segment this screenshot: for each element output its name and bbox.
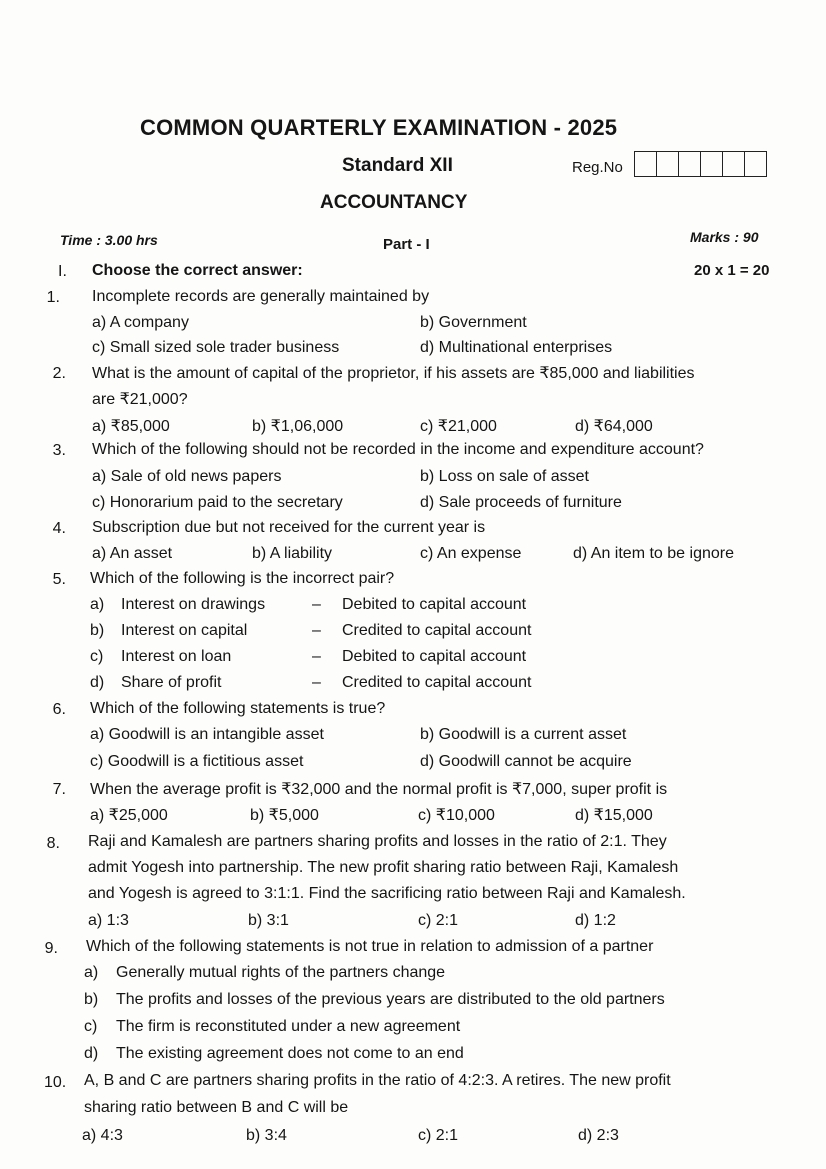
option-b[interactable]: b) Loss on sale of asset [420,468,589,485]
question-number: 9. [44,940,58,957]
option-b[interactable]: b) 3:1 [248,912,289,929]
question-text: Incomplete records are generally maintained by [92,288,430,305]
option-b[interactable]: b) ₹1,06,000 [252,418,344,435]
section-number: I. [58,263,67,280]
question-text-continued: and Yogesh is agreed to 3:1:1. Find the sacrificing ratio between Raji and Kamalesh. [88,885,686,902]
pair-right: Debited to capital account [342,596,527,613]
question-text-continued: admit Yogesh into partnership. The new profit sharing ratio between Raji, Kamalesh [88,859,679,876]
option-d[interactable]: d) 1:2 [575,912,616,929]
pair-right: Credited to capital account [342,622,532,639]
pair-dash: – [312,648,321,665]
option-b[interactable]: b) ₹5,000 [250,807,319,824]
question-number: 1. [46,289,60,306]
option-c[interactable]: c) 2:1 [418,912,459,929]
question-text-continued: sharing ratio between B and C will be [84,1099,349,1116]
pair-left: Share of profit [121,674,222,691]
pair-left: Interest on drawings [121,596,266,613]
reg-no-label: Reg.No [572,159,623,176]
question-number: 4. [52,520,66,537]
pair-dash: – [312,622,321,639]
question-text: Raji and Kamalesh are partners sharing profits and losses in the ratio of 2:1. They [88,833,667,850]
question-text: Which of the following statements is true? [90,700,386,717]
marks-label: Marks : 90 [690,229,759,245]
section-instruction: Choose the correct answer: [92,262,303,279]
question-number: 2. [52,365,66,382]
section-marks: 20 x 1 = 20 [694,262,770,279]
pair-label: c) [90,648,104,665]
time-label: Time : 3.00 hrs [60,232,158,248]
list-item: Generally mutual rights of the partners change [116,964,446,981]
list-label: c) [84,1018,98,1035]
pair-left: Interest on loan [121,648,232,665]
subject-title: ACCOUNTANCY [320,192,468,213]
pair-left: Interest on capital [121,622,248,639]
list-label: d) [84,1045,99,1062]
option-d[interactable]: d) Goodwill cannot be acquire [420,753,632,770]
option-a[interactable]: a) A company [92,314,189,331]
option-c[interactable]: c) 2:1 [418,1127,459,1144]
question-number: 5. [52,571,66,588]
list-item: The firm is reconstituted under a new agreement [116,1018,461,1035]
question-number: 3. [52,442,66,459]
option-b[interactable]: b) A liability [252,545,333,562]
question-text: Subscription due but not received for the current year is [92,519,486,536]
question-text: When the average profit is ₹32,000 and the normal profit is ₹7,000, super profit is [90,781,668,798]
reg-no-box[interactable] [679,152,701,176]
question-number: 6. [52,701,66,718]
option-c[interactable]: c) Honorarium paid to the secretary [92,494,343,511]
list-item: The existing agreement does not come to an end [116,1045,464,1062]
part-label: Part - I [383,236,430,253]
option-c[interactable]: c) An expense [420,545,522,562]
option-d[interactable]: d) Multinational enterprises [420,339,613,356]
option-d[interactable]: d) ₹15,000 [575,807,653,824]
option-b[interactable]: b) Goodwill is a current asset [420,726,627,743]
option-c[interactable]: c) ₹21,000 [420,418,497,435]
pair-right: Debited to capital account [342,648,527,665]
question-number: 7. [52,781,66,798]
question-text: Which of the following statements is not true in relation to admission of a partner [86,938,654,955]
list-item: The profits and losses of the previous years are distributed to the old partners [116,991,665,1008]
reg-no-boxes[interactable] [634,151,767,177]
question-text: Which of the following should not be recorded in the income and expenditure account? [92,441,704,458]
option-a[interactable]: a) 4:3 [82,1127,123,1144]
pair-label: b) [90,622,105,639]
reg-no-box[interactable] [723,152,745,176]
exam-title: COMMON QUARTERLY EXAMINATION - 2025 [140,115,618,140]
list-label: a) [84,964,99,981]
reg-no-box[interactable] [657,152,679,176]
pair-dash: – [312,596,321,613]
option-d[interactable]: d) An item to be ignore [573,545,734,562]
pair-dash: – [312,674,321,691]
question-number: 8. [46,835,60,852]
option-a[interactable]: a) ₹85,000 [92,418,170,435]
question-text-continued: are ₹21,000? [92,391,188,408]
reg-no-box[interactable] [701,152,723,176]
option-c[interactable]: c) Goodwill is a fictitious asset [90,753,304,770]
pair-right: Credited to capital account [342,674,532,691]
option-a[interactable]: a) Sale of old news papers [92,468,282,485]
standard-label: Standard XII [342,155,453,176]
option-a[interactable]: a) Goodwill is an intangible asset [90,726,324,743]
option-c[interactable]: c) ₹10,000 [418,807,495,824]
option-d[interactable]: d) 2:3 [578,1127,619,1144]
option-a[interactable]: a) ₹25,000 [90,807,168,824]
question-number: 10. [44,1074,67,1091]
question-text: Which of the following is the incorrect pair? [90,570,395,587]
option-d[interactable]: d) Sale proceeds of furniture [420,494,622,511]
pair-label: d) [90,674,105,691]
question-text: What is the amount of capital of the proprietor, if his assets are ₹85,000 and liabilities [92,365,695,382]
option-c[interactable]: c) Small sized sole trader business [92,339,340,356]
question-text: A, B and C are partners sharing profits in the ratio of 4:2:3. A retires. The new profit [84,1072,671,1089]
option-d[interactable]: d) ₹64,000 [575,418,653,435]
option-a[interactable]: a) An asset [92,545,173,562]
pair-label: a) [90,596,105,613]
list-label: b) [84,991,99,1008]
reg-no-box[interactable] [745,152,766,176]
option-b[interactable]: b) 3:4 [246,1127,287,1144]
option-a[interactable]: a) 1:3 [88,912,129,929]
reg-no-box[interactable] [635,152,657,176]
option-b[interactable]: b) Government [420,314,527,331]
